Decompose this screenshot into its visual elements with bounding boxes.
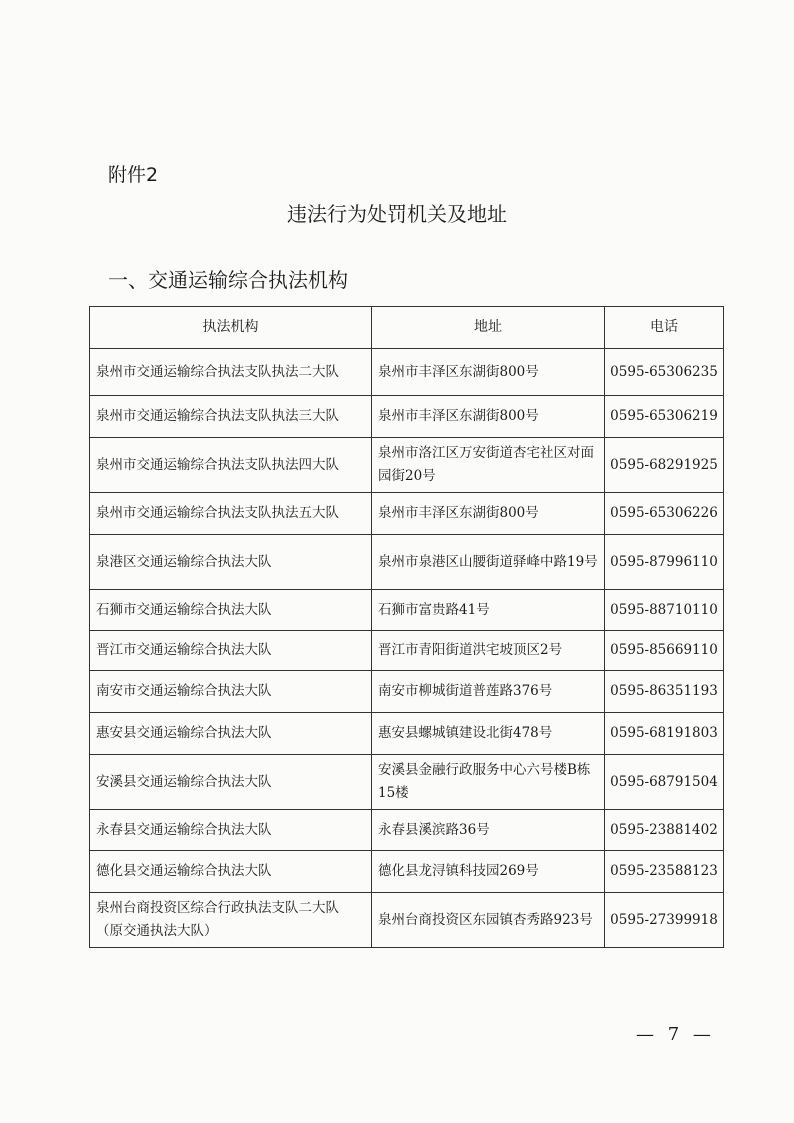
phone-cell: 0595-88710110 [605, 590, 724, 631]
address-cell: 泉州市丰泽区东湖街800号 [372, 396, 605, 438]
table-row [90, 893, 724, 948]
address-cell: 泉州市丰泽区东湖街800号 [372, 493, 605, 535]
header-address: 地址 [372, 307, 605, 349]
table-row [90, 438, 724, 493]
table-header-row [90, 307, 724, 349]
phone-cell: 0595-68291925 [605, 438, 724, 493]
agency-cell: 永春县交通运输综合执法大队 [90, 810, 372, 851]
table-row [90, 631, 724, 671]
phone-cell: 0595-65306219 [605, 396, 724, 438]
agency-cell: 南安市交通运输综合执法大队 [90, 671, 372, 713]
table-row [90, 810, 724, 851]
address-cell: 泉州市丰泽区东湖街800号 [372, 349, 605, 396]
page-number: — 7 — [636, 1024, 715, 1045]
phone-cell: 0595-65306235 [605, 349, 724, 396]
phone-cell: 0595-87996110 [605, 535, 724, 590]
address-cell: 安溪县金融行政服务中心六号楼B栋15楼 [372, 755, 605, 810]
agency-cell: 石狮市交通运输综合执法大队 [90, 590, 372, 631]
agency-cell: 泉港区交通运输综合执法大队 [90, 535, 372, 590]
agency-cell: 泉州市交通运输综合执法支队执法三大队 [90, 396, 372, 438]
header-agency: 执法机构 [90, 307, 372, 349]
document-title: 违法行为处罚机关及地址 [287, 202, 507, 226]
section-heading: 一、交通运输综合执法机构 [108, 268, 348, 292]
agency-cell: 安溪县交通运输综合执法大队 [90, 755, 372, 810]
phone-cell: 0595-68191803 [605, 713, 724, 755]
header-phone: 电话 [605, 307, 724, 349]
table-row [90, 851, 724, 893]
address-cell: 泉州市洛江区万安街道杏宅社区对面园街20号 [372, 438, 605, 493]
address-cell: 石狮市富贵路41号 [372, 590, 605, 631]
address-cell: 惠安县螺城镇建设北街478号 [372, 713, 605, 755]
phone-cell: 0595-27399918 [605, 893, 724, 948]
phone-cell: 0595-23881402 [605, 810, 724, 851]
agency-cell: 德化县交通运输综合执法大队 [90, 851, 372, 893]
table-row [90, 755, 724, 810]
table-row [90, 713, 724, 755]
agency-table [89, 306, 724, 948]
agency-cell: 泉州台商投资区综合行政执法支队二大队（原交通执法大队） [90, 893, 372, 948]
agency-cell: 泉州市交通运输综合执法支队执法二大队 [90, 349, 372, 396]
address-cell: 德化县龙浔镇科技园269号 [372, 851, 605, 893]
phone-cell: 0595-65306226 [605, 493, 724, 535]
table-row [90, 493, 724, 535]
attachment-label: 附件2 [108, 164, 159, 186]
table-row [90, 349, 724, 396]
address-cell: 永春县溪滨路36号 [372, 810, 605, 851]
address-cell: 泉州市泉港区山腰街道驿峰中路19号 [372, 535, 605, 590]
agency-cell: 泉州市交通运输综合执法支队执法四大队 [90, 438, 372, 493]
agency-cell: 泉州市交通运输综合执法支队执法五大队 [90, 493, 372, 535]
agency-cell: 惠安县交通运输综合执法大队 [90, 713, 372, 755]
table-row [90, 535, 724, 590]
table-row [90, 671, 724, 713]
address-cell: 南安市柳城街道普莲路376号 [372, 671, 605, 713]
table-row [90, 396, 724, 438]
phone-cell: 0595-86351193 [605, 671, 724, 713]
address-cell: 晋江市青阳街道洪宅坡顶区2号 [372, 631, 605, 671]
address-cell: 泉州台商投资区东园镇杏秀路923号 [372, 893, 605, 948]
phone-cell: 0595-68791504 [605, 755, 724, 810]
agency-cell: 晋江市交通运输综合执法大队 [90, 631, 372, 671]
phone-cell: 0595-23588123 [605, 851, 724, 893]
table-row [90, 590, 724, 631]
phone-cell: 0595-85669110 [605, 631, 724, 671]
